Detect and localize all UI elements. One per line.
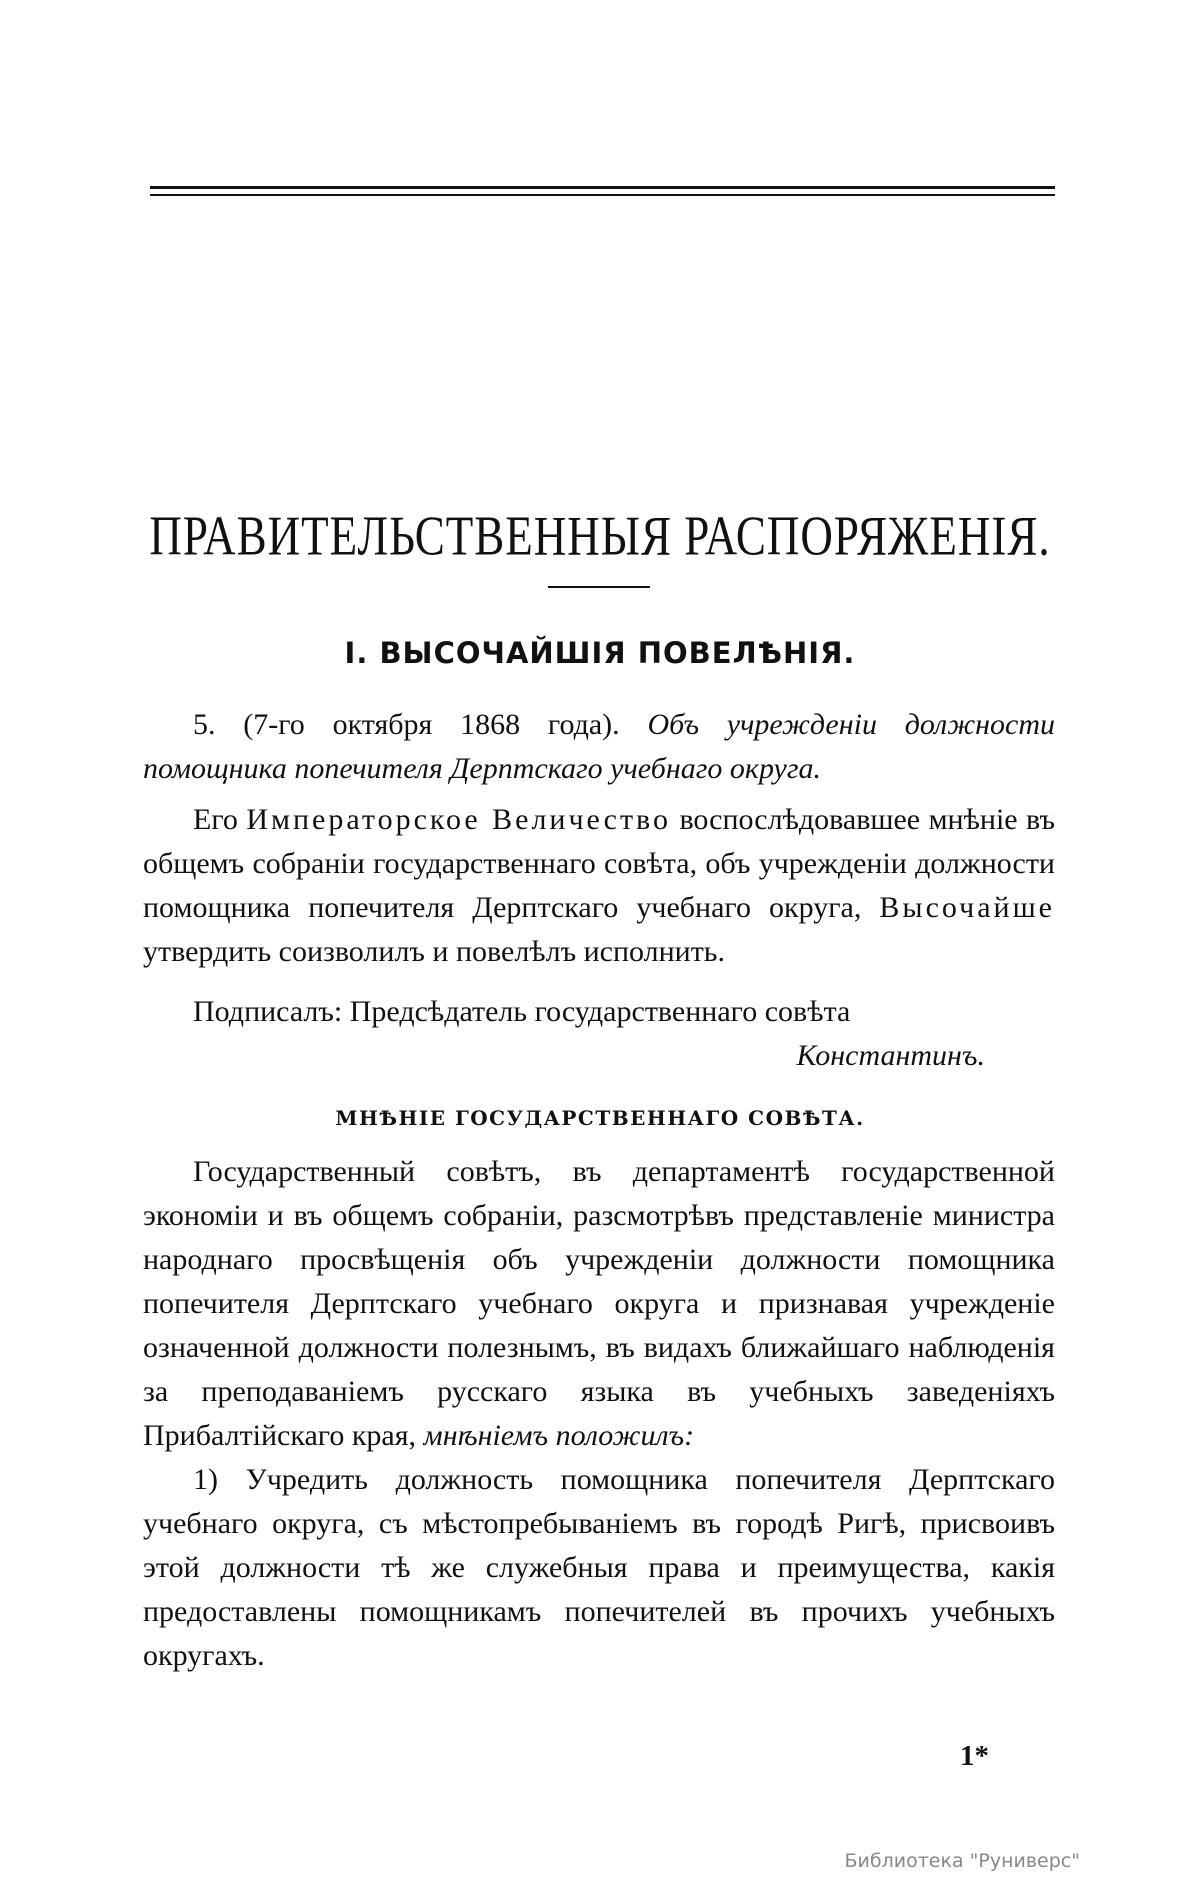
item-1-text: 1) Учредить должность помощника попечителя Дерптскаго учебнаго округа, съ мѣстопребываніемъ въ городѣ Ригѣ, присвоивъ этой должности тѣ же служебныя права и преимущества, какія предоставлены помощникамъ попечителей въ прочихъ учебныхъ округахъ. — [143, 1463, 1055, 1672]
decree-paragraph — [143, 798, 1055, 974]
library-watermark: Библиотека "Руниверс" — [844, 1850, 1080, 1872]
top-double-rule-lower — [150, 194, 1055, 196]
opinion-text: Государственный совѣтъ, въ департаментѣ государственной экономіи и въ общемъ собраніи, разсмотрѣвъ представленіе министра народнаго просвѣщенія объ учрежденіи должности помощника попечителя Дерптскаго учебнаго округа и признавая учрежденіе означенной должности полезнымъ, въ видахъ ближайшаго наблюденія за преподаваніемъ русскаго языка въ учебныхъ заведеніяхъ Прибалтійскаго края, — [143, 1155, 1055, 1452]
top-double-rule-upper — [150, 186, 1055, 189]
decree-text-1: Его — [193, 803, 247, 836]
decree-highest: Высочайше — [879, 891, 1055, 924]
decree-imperial-title: Императорское Величество — [246, 803, 672, 836]
page-number: 1* — [960, 1740, 989, 1772]
signer-name: Константинъ. — [796, 1039, 985, 1072]
decree-text-3: утвердить соизволилъ и повелѣлъ исполнить. — [143, 935, 725, 968]
section-heading: I. ВЫСОЧАЙШІЯ ПОВЕЛѢНІЯ. — [344, 636, 856, 670]
entry-paragraph — [143, 703, 1055, 791]
page-title: ПРАВИТЕЛЬСТВЕННЫЯ РАСПОРЯЖЕНІЯ. — [149, 504, 1051, 567]
item-1-paragraph — [143, 1458, 1055, 1678]
entry-subject: Объ учрежденіи должности помощника попечителя Дерптскаго учебнаго округа. — [143, 708, 1056, 785]
title-divider — [548, 586, 650, 588]
opinion-resolution: мнѣніемъ положилъ: — [423, 1419, 695, 1452]
opinion-paragraph — [143, 1150, 1055, 1458]
decree-text-2: воспослѣдовавшее мнѣніе въ общемъ собраніи государственнаго совѣта, объ учрежденіи должности помощника попечителя Дерптскаго учебнаго округа, — [143, 803, 1055, 924]
entry-number-date: 5. (7-го октября 1868 года). — [193, 708, 620, 741]
opinion-heading: МНѢНІЕ ГОСУДАРСТВЕННАГО СОВѢТА. — [335, 1106, 865, 1130]
signature-line: Подписалъ: Предсѣдатель государственнаго совѣта — [193, 995, 851, 1028]
